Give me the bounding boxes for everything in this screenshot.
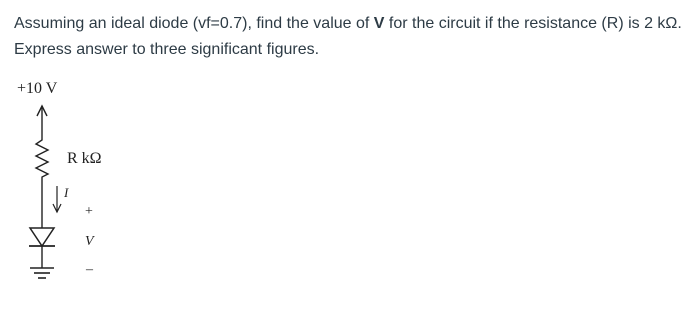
minus-sign: – <box>86 262 93 277</box>
resistor-label: R kΩ <box>67 150 102 167</box>
plus-sign: + <box>85 204 93 219</box>
question-part2: for the circuit if the resistance (R) is 2 kΩ. <box>384 15 682 32</box>
diode-icon <box>29 228 55 246</box>
question-variable: V <box>373 15 385 32</box>
ground-icon <box>30 268 54 278</box>
question-line2: Express answer to three significant figures. <box>14 41 320 58</box>
resistor-icon <box>36 137 48 180</box>
question-part1: Assuming an ideal diode (vf=0.7), find the value of <box>14 15 374 32</box>
voltage-label: V <box>85 234 94 249</box>
current-label: I <box>64 185 69 200</box>
current-arrow-icon <box>53 186 61 212</box>
supply-voltage-label: +10 V <box>17 80 58 97</box>
supply-arrow-icon <box>37 106 47 137</box>
